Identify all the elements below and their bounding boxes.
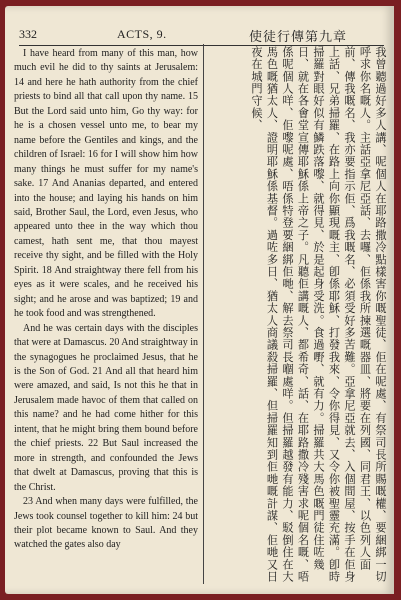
chinese-column: 我曾聽過好多人講、呢個人在耶路撒冷點樣害你嘅聖徒、佢在呢處、有祭司長所賜嘅權、要綑綁一切呼求你名嘅人。主話亞拿尼亞話、去囉、佢係我所揀選嘅器皿、將要在列國、同君王、以色列人面前、傳我嘅名、我亦要指示佢、爲我嘅名、必須受好多苦難。亞拿尼亞就去、入個間屋、按手在佢身上話、兄弟掃羅、在路上向你顯現嘅主、卽係耶穌、打發我來、令你得見、又令你被聖靈充滿。卽時掃羅對眼好似有鱗跌落嚟、就得見、於是起身受洗。食過嘢、就有力。掃羅共大馬色嘅門徒住咗幾日、就在各會堂宣傳耶穌係上帝之子。凡聽佢講嘅人、都希奇、話、在耶路撒冷殘害求呢個名嘅、唔係呢個人咩、佢嚟呢處、唔係特登要綑綁佢哋、解去祭司長嗰處咩。但掃羅越發有能力、駁倒住在大馬色嘅猶太人、證明耶穌係基督。過咗多日、猶太人商議殺掃羅、但掃羅知到佢哋嘅計謀、佢哋又日夜在城門守候、 [250, 46, 387, 583]
english-column [14, 47, 198, 553]
english-paragraph: 23 And when many days were fulfilled, the Jews took counsel together to kill him: 24 but their plot became known to Saul. And they watched the gates also day [14, 496, 198, 551]
page-number: 332 [19, 27, 37, 41]
english-paragraph: And he was certain days with the disciples that were at Damascus. 20 And straightway in the synagogues he proclaimed Jesus, that he is the Son of God. 21 And all that heard him were amazed, and said, Is not this he that in Jerusalem made havoc of them that called on this name? and he had come hither for this intent, that he might bring them bound before the chief priests. 22 But Saul increased the more in strength, and confounded the Jews that dwelt at Damascus, proving that this is the Christ. [14, 322, 198, 493]
column-divider [203, 44, 204, 584]
english-paragraph: I have heard from many of this man, how much evil he did to thy saints at Jerusalem: 14 and here he hath authority from the chief priests to bind all that call upon thy name. 15 But the Lord said unto him, Go thy way: for he is a chosen vessel unto me, to bear my name before the Gentiles and kings, and the children of Israel: 16 for I will show him how many things he must suffer for my name's sake. 17 And Ananias departed, and entered into the house; and laying his hands on him said, Brother Saul, the Lord, even Jesus, who appeared unto thee in the way which thou camest, hath sent me, that thou mayest receive thy sight, and be filled with the Holy Spirit. 18 And straightway there fell from his eyes as it were scales, and he received his sight; and he arose and was baptized; 19 and he took food and was strengthened. [14, 48, 198, 320]
chinese-running-title: 使徒行傳第九章 [249, 30, 348, 45]
page-header [19, 25, 384, 46]
running-title: ACTS, 9. [117, 27, 167, 41]
